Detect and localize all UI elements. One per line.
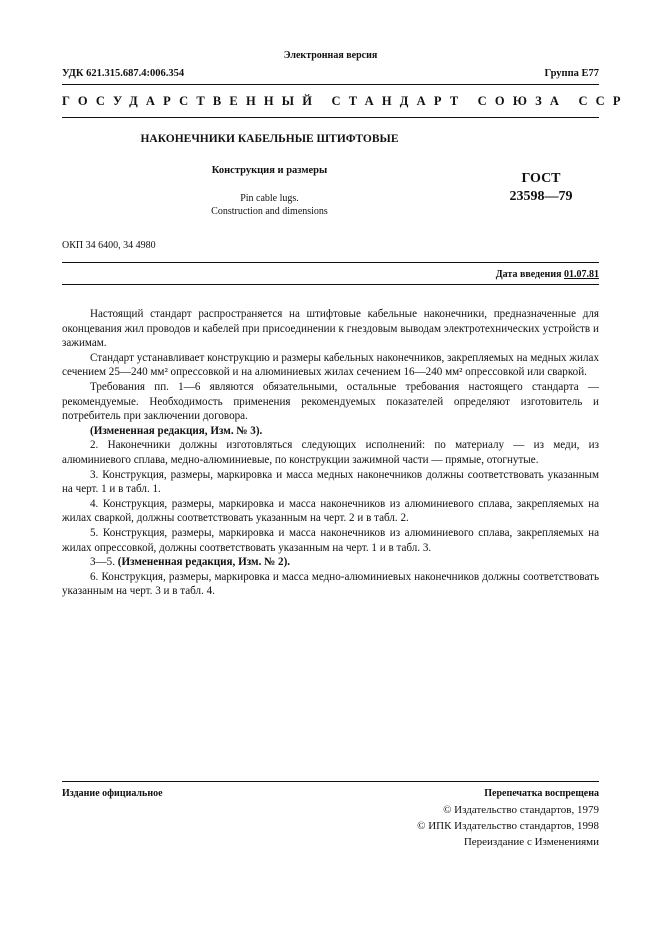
document-subtitle: Конструкция и размеры: [211, 165, 328, 176]
reprint-prohibited: Перепечатка воспрещена: [484, 788, 599, 799]
note-prefix: 3—5.: [90, 556, 115, 569]
document-body: [62, 307, 599, 599]
english-title-line1: Pin cable lugs.: [240, 193, 299, 204]
english-title-line2: Construction and dimensions: [211, 206, 328, 217]
paragraph-6: 6. Конструкция, размеры, маркировка и масса медно-алюминиевых наконечников должны соответствовать указанным на черт. 3 и в табл. 4.: [62, 570, 599, 598]
document-title: НАКОНЕЧНИКИ КАБЕЛЬНЫЕ ШТИФТОВЫЕ: [140, 133, 399, 145]
paragraph-5: 5. Конструкция, размеры, маркировка и масса наконечников из алюминиевого сплава, закрепляемых на жилах опрессовкой, должны соответствовать указанным на черт. 1 и в табл. 3.: [62, 526, 599, 554]
paragraph-3: 3. Конструкция, размеры, маркировка и масса медных наконечников должны соответствовать указанным на черт. 1 и в табл. 1.: [62, 468, 599, 496]
header-divider: [62, 84, 599, 85]
intro-date: [496, 269, 599, 280]
copyright-1998: © ИПК Издательство стандартов, 1998: [417, 820, 599, 832]
paragraph-4: 4. Конструкция, размеры, маркировка и масса наконечников из алюминиевого сплава, закрепляемых на жилах сваркой, должны соответствовать указанным на черт. 2 и в табл. 2.: [62, 497, 599, 525]
reissue-note: Переиздание с Изменениями: [463, 836, 599, 848]
date-divider: [62, 284, 599, 285]
copyright-1979: © Издательство стандартов, 1979: [443, 804, 599, 816]
paragraph-scope: Настоящий стандарт распространяется на штифтовые кабельные наконечники, предназначенные для оконцевания жил проводов и кабелей при присоединении к гнездовым выводам электротехнических устройств и зажимам.: [62, 308, 599, 350]
banner-divider: [62, 117, 599, 118]
intro-date-value: 01.07.81: [564, 269, 599, 280]
gost-label: ГОСТ: [521, 171, 561, 186]
paragraph-construction: Стандарт устанавливает конструкцию и размеры кабельных наконечников, закрепляемых на медных жилах сечением 25—240 мм² опрессовкой и на алюминиевых жилах сечением 16—240 мм² опрессовкой или сваркой.: [62, 351, 599, 379]
amendment-note-3: (Измененная редакция, Изм. № 3).: [90, 424, 263, 437]
footer-divider: [62, 781, 599, 782]
paragraph-2: 2. Наконечники должны изготовляться следующих исполнений: по материалу — из меди, из алюминиевого сплава, медно-алюминиевые, по конструкции зажимной части — прямые, отогнутые.: [62, 439, 599, 466]
udk-code: УДК 621.315.687.4:006.354: [62, 68, 185, 79]
official-edition: Издание официальное: [62, 788, 163, 799]
okp-divider: [62, 262, 599, 263]
edition-label: Электронная версия: [283, 50, 378, 61]
intro-date-label: Дата введения: [495, 269, 562, 280]
english-title: [62, 192, 477, 218]
gost-number: 23598—79: [509, 189, 573, 204]
group-code: Группа Е77: [544, 68, 599, 79]
gost-designation: [492, 170, 590, 206]
okp-code: ОКП 34 6400, 34 4980: [62, 240, 156, 251]
state-standard-banner: ГОСУДАРСТВЕННЫЙ СТАНДАРТ СОЮЗА ССР: [62, 94, 629, 108]
amendment-note-2: (Измененная редакция, Изм. № 2).: [117, 556, 291, 569]
paragraph-3-5-note: [62, 555, 599, 570]
paragraph-requirements: Требования пп. 1—6 являются обязательными, остальные требования настоящего стандарта — рекомендуемые. Необходимость применения рекомендуемых показателей определяют изготовитель и потребитель при заключении договора.: [62, 380, 599, 423]
